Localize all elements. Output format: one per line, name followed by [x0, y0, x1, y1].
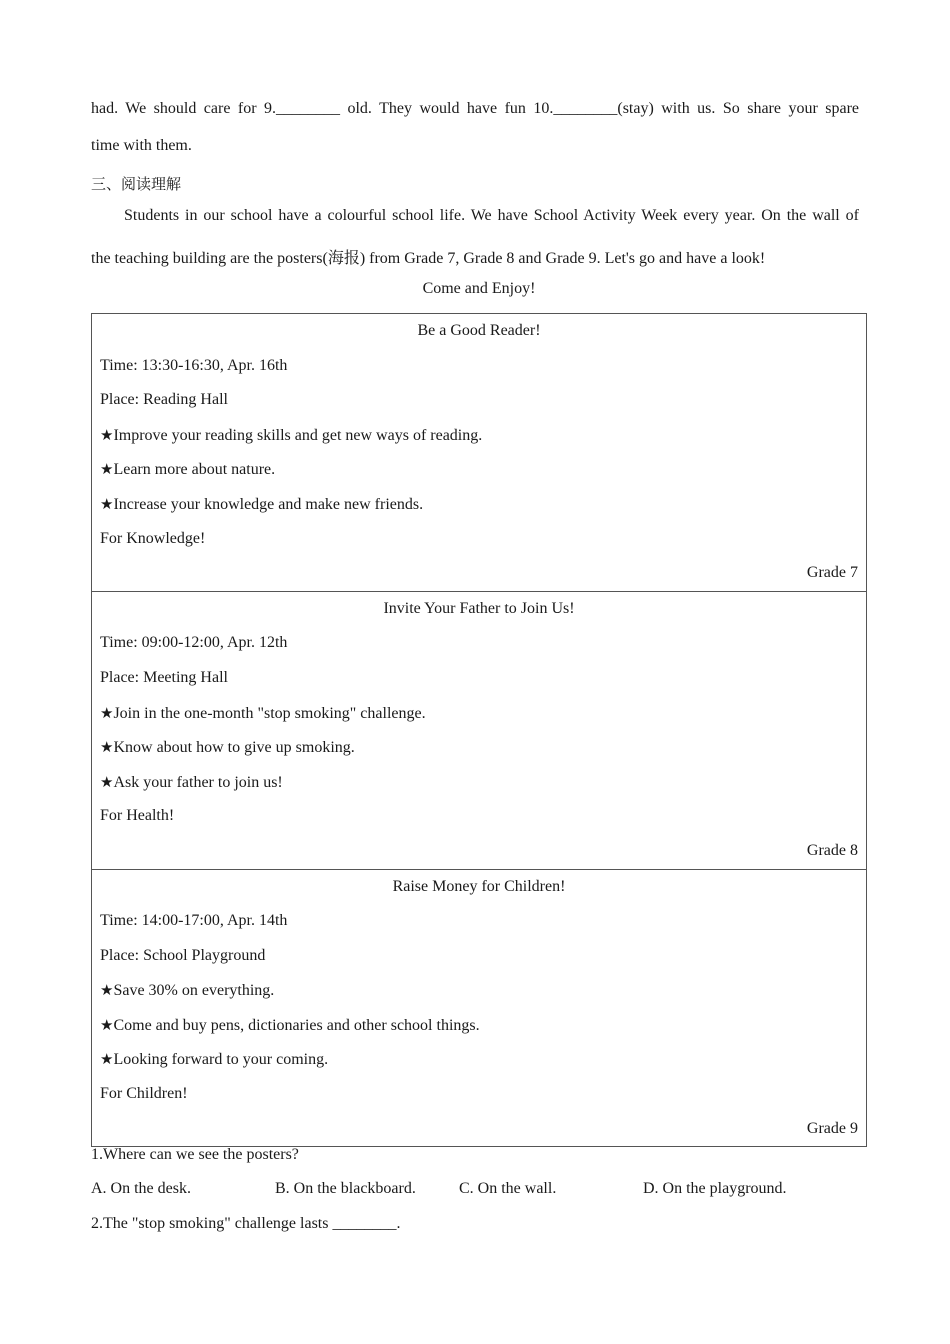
poster-bullet [100, 418, 858, 453]
poster-row [92, 869, 867, 1147]
poster-row [92, 591, 867, 869]
fill-blank-line-1: had. We should care for 9.________ old. They would have fun 10.________(stay) with us. So share your spare [91, 100, 859, 117]
poster-bullet [100, 696, 858, 731]
poster-place: Place: Meeting Hall [100, 668, 228, 686]
bullet-text: Join in the one-month "stop smoking" challenge. [113, 704, 426, 722]
bullet-text: Save 30% on everything. [113, 982, 275, 1000]
star-icon: ★ [100, 425, 114, 444]
poster-slogan: For Children! [100, 1085, 188, 1103]
poster-grade: Grade 9 [806, 1119, 858, 1137]
poster-title: Invite Your Father to Join Us! [383, 599, 575, 617]
bullet-text: Looking forward to your coming. [113, 1051, 329, 1069]
poster-bullet [100, 765, 858, 800]
section-heading: 三、阅读理解 [91, 175, 182, 193]
question-1-options [91, 1180, 867, 1204]
passage-line-2: the teaching building are the posters(海报) from Grade 7, Grade 8 and Grade 9. Let's go and have a look! [91, 250, 766, 267]
posters-table [91, 313, 867, 1147]
option-b[interactable]: B. On the blackboard. [275, 1180, 416, 1197]
star-icon: ★ [100, 981, 114, 1000]
option-c[interactable]: C. On the wall. [459, 1180, 557, 1197]
question-2: 2.The "stop smoking" challenge lasts ________. [91, 1215, 401, 1232]
passage-title: Come and Enjoy! [422, 280, 536, 297]
star-icon: ★ [100, 772, 114, 791]
bullet-text: Know about how to give up smoking. [113, 739, 355, 757]
passage-line-1: Students in our school have a colourful school life. We have School Activity Week every year. On the wall of [124, 207, 859, 224]
fill-blank-line-2: time with them. [91, 137, 192, 154]
poster-time: Time: 14:00-17:00, Apr. 14th [100, 912, 288, 930]
poster-place: Place: Reading Hall [100, 391, 228, 409]
star-icon: ★ [100, 738, 114, 757]
bullet-text: Ask your father to join us! [113, 773, 283, 791]
poster-bullet [100, 1008, 858, 1043]
option-d[interactable]: D. On the playground. [643, 1180, 787, 1197]
star-icon: ★ [100, 1015, 114, 1034]
bullet-text: Increase your knowledge and make new friends. [113, 495, 424, 513]
poster-bullet [100, 730, 858, 765]
poster-grade-9 [92, 869, 867, 1147]
poster-time: Time: 13:30-16:30, Apr. 16th [100, 356, 288, 374]
poster-slogan: For Health! [100, 807, 175, 825]
bullet-text: Learn more about nature. [113, 461, 276, 479]
poster-grade-7 [92, 314, 867, 592]
poster-title: Be a Good Reader! [417, 322, 541, 339]
star-icon: ★ [100, 1050, 114, 1069]
poster-title: Raise Money for Children! [392, 877, 566, 895]
poster-bullet [100, 973, 858, 1008]
poster-grade-8 [92, 591, 867, 869]
question-1: 1.Where can we see the posters? [91, 1146, 299, 1163]
bullet-text: Improve your reading skills and get new ways of reading. [113, 426, 483, 444]
poster-bullet [100, 1042, 858, 1077]
star-icon: ★ [100, 494, 114, 513]
bullet-text: Come and buy pens, dictionaries and other school things. [113, 1016, 480, 1034]
poster-bullet [100, 452, 858, 487]
poster-slogan: For Knowledge! [100, 529, 206, 547]
poster-bullet [100, 487, 858, 522]
poster-grade: Grade 7 [806, 564, 858, 582]
star-icon: ★ [100, 460, 114, 479]
poster-time: Time: 09:00-12:00, Apr. 12th [100, 634, 288, 652]
star-icon: ★ [100, 703, 114, 722]
poster-row [92, 314, 867, 592]
poster-grade: Grade 8 [806, 841, 858, 859]
poster-place: Place: School Playground [100, 946, 266, 964]
option-a[interactable]: A. On the desk. [91, 1180, 191, 1197]
